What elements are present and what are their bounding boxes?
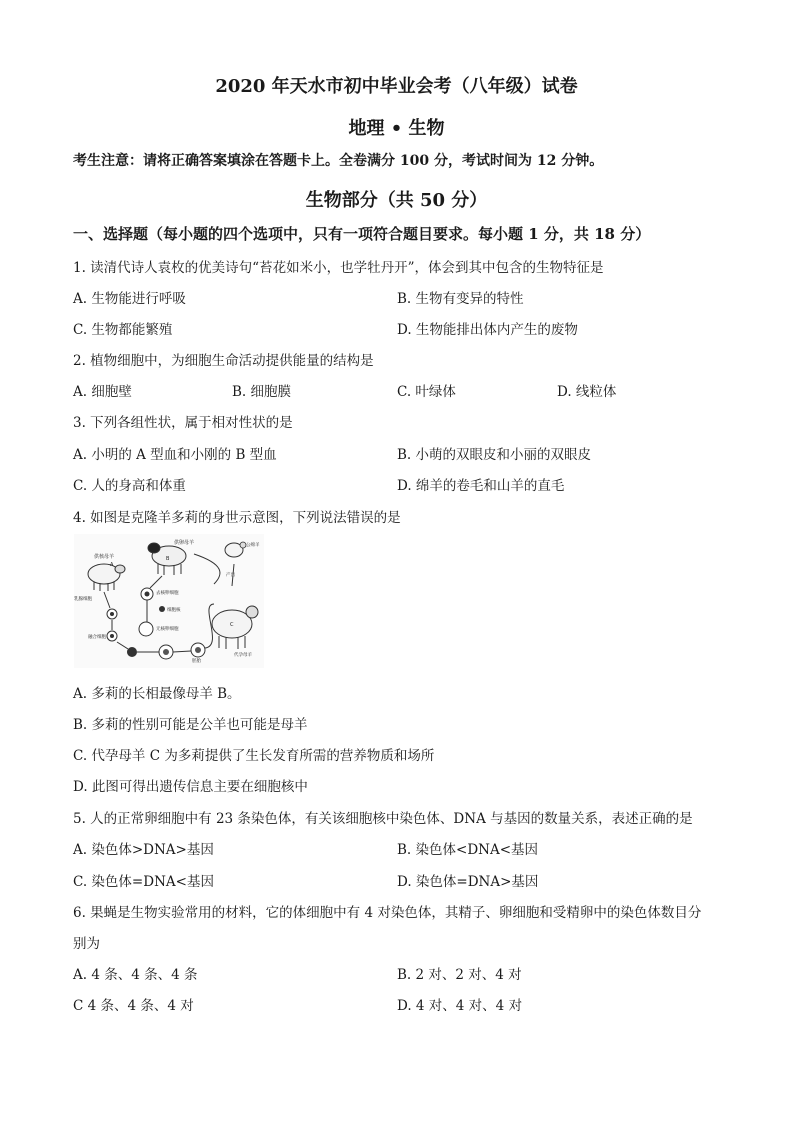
option: A. 4 条、4 条、4 条 [73, 967, 198, 983]
question-stem-continued: 别为 [73, 936, 100, 952]
option: C. 叶绿体 [397, 384, 456, 400]
label-egg-donor: 供卵母羊 [174, 540, 195, 546]
exam-subtitle: 地理 • 生物 [348, 118, 445, 139]
option: A. 小明的 A 型血和小刚的 B 型血 [73, 447, 277, 463]
option: D. 染色体=DNA>基因 [397, 874, 539, 890]
label-birth: 产出 [226, 573, 235, 578]
option: A. 染色体>DNA>基因 [73, 842, 214, 858]
option: C. 人的身高和体重 [73, 478, 186, 494]
option: D. 此图可得出遗传信息主要在细胞核中 [73, 779, 308, 795]
question-stem: 2. 植物细胞中，为细胞生命活动提供能量的结构是 [73, 353, 374, 369]
label-embryo: 胚胎 [192, 659, 201, 664]
option: B. 染色体<DNA<基因 [397, 842, 539, 858]
option: B. 生物有变异的特性 [397, 291, 524, 307]
question-stem: 1. 读清代诗人袁枚的优美诗句“苔花如米小，也学牡丹开”，体会到其中包含的生物特征是 [73, 260, 604, 276]
option: A. 多莉的长相最像母羊 B。 [73, 686, 241, 702]
label-a: A [110, 562, 114, 568]
label-surrogate: 代孕母羊 [234, 653, 252, 658]
label-nucleus-free-egg: 无核卵细胞 [156, 627, 179, 632]
option: A. 细胞壁 [73, 384, 132, 400]
question-stem: 5. 人的正常卵细胞中有 23 条染色体，有关该细胞核中染色体、DNA 与基因的数量关系，表述正确的是 [73, 811, 693, 827]
option: D. 生物能排出体内产生的废物 [397, 322, 578, 338]
label-fused-cell: 融合细胞 [88, 635, 106, 640]
question-stem: 6. 果蝇是生物实验常用的材料，它的体细胞中有 4 对染色体，其精子、卵细胞和受精卵中的染色体数目分 [73, 905, 702, 921]
option: D. 4 对、4 对、4 对 [397, 998, 523, 1014]
option: A. 生物能进行呼吸 [73, 291, 186, 307]
clone-sheep-diagram [74, 534, 264, 668]
label-donor-nucleus: 供核母羊 [94, 554, 115, 560]
label-c: C [230, 622, 234, 628]
option: B. 多莉的性别可能是公羊也可能是母羊 [73, 717, 308, 733]
option: B. 2 对、2 对、4 对 [397, 967, 522, 983]
option: B. 细胞膜 [232, 384, 292, 400]
label-b: B [166, 556, 170, 562]
question-stem: 4. 如图是克隆羊多莉的身世示意图，下列说法错误的是 [73, 510, 401, 526]
option: D. 绵羊的卷毛和山羊的直毛 [397, 478, 565, 494]
label-enucleated-egg: 去核卵细胞 [156, 591, 179, 596]
part-title: 生物部分（共 50 分） [305, 190, 488, 211]
option: D. 线粒体 [557, 384, 617, 400]
section-heading: 一、选择题（每小题的四个选项中，只有一项符合题目要求。每小题 1 分，共 18 分） [73, 225, 651, 243]
label-mammary-cell: 乳腺细胞 [74, 597, 92, 602]
exam-title: 2020 年天水市初中毕业会考（八年级）试卷 [215, 76, 578, 97]
option: B. 小萌的双眼皮和小丽的双眼皮 [397, 447, 592, 463]
exam-notice: 考生注意：请将正确答案填涂在答题卡上。全卷满分 100 分，考试时间为 12 分钟。 [73, 153, 604, 169]
option: C. 代孕母羊 C 为多莉提供了生长发育所需的营养物质和场所 [73, 748, 435, 764]
option: C. 染色体=DNA<基因 [73, 874, 214, 890]
label-ram: 公绵羊 [246, 543, 260, 548]
option: C. 生物都能繁殖 [73, 322, 173, 338]
option: C 4 条、4 条、4 对 [73, 998, 194, 1014]
label-nucleus: 细胞核 [167, 608, 181, 613]
question-stem: 3. 下列各组性状，属于相对性状的是 [73, 415, 293, 431]
